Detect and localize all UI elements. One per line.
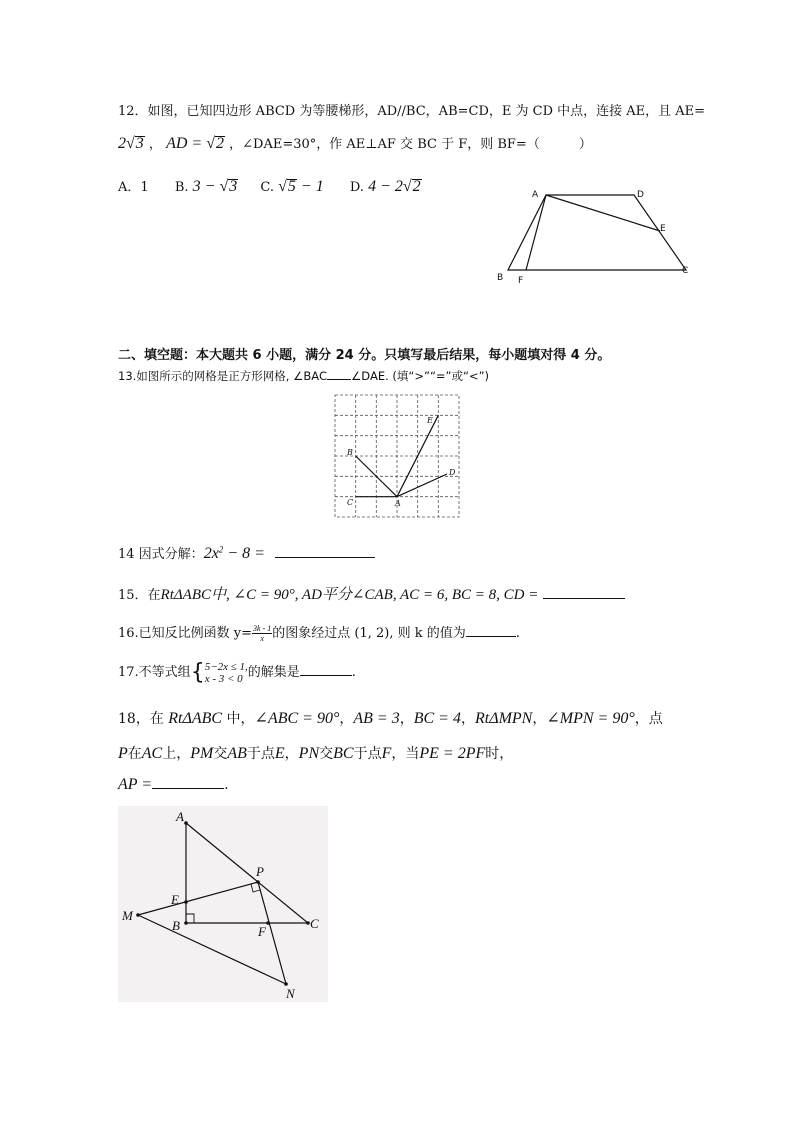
q12-option-b: B. <box>174 180 189 195</box>
q17-text-a: 17.不等式组 <box>118 665 191 680</box>
label-a: A <box>395 499 401 508</box>
q18-l1-d: ∠ABC = 90° <box>254 710 340 727</box>
q18-l2-e: PM <box>190 745 214 762</box>
q13-blank[interactable] <box>327 379 351 380</box>
q18-l1-i: ， <box>460 711 475 727</box>
label-e: E <box>171 892 179 907</box>
q12-stem: 如图，已知四边形 ABCD 为等腰梯形，AD//BC，AB=CD，E 为 CD 中点，连接 AE，且 AE= <box>147 104 706 119</box>
q12-options: A．1 B. 3 − √3 C. √5 − 1 D. 4 − 2√2 <box>118 178 421 195</box>
q18-line2 <box>118 743 513 763</box>
q12-option-b-pre: 3 − <box>192 178 220 195</box>
q18-l1-c: 中， <box>222 711 255 727</box>
q12-option-d: D. <box>349 180 364 195</box>
segment-ae <box>546 195 660 231</box>
label-e: E <box>660 224 666 234</box>
q18-l2-i: E <box>274 745 285 762</box>
q18-l1-g: ， <box>399 711 414 727</box>
q18-l2-o: F <box>381 745 392 762</box>
q12-number: 12． <box>118 104 148 119</box>
q18-l1-a: 18，在 <box>118 711 169 727</box>
q12-rest: ，作 AE⊥AF 交 BC 于 F，则 BF=（ ） <box>316 137 592 152</box>
label-f: F <box>518 276 524 286</box>
q12-ad-rad: 2 <box>215 135 224 152</box>
q18-l2-g: AB <box>227 745 247 762</box>
q18-l1-l: ∠MPN = 90° <box>546 710 635 727</box>
q17-ineq2: x - 3 < 0 <box>204 672 243 685</box>
q18-l3-end: . <box>224 777 229 793</box>
q18-l2-d: 上， <box>162 746 191 762</box>
q16-text-a: 16.已知反比例函数 y= <box>118 626 253 641</box>
q18-l1-e: ， <box>339 711 354 727</box>
q12-ae-coef: 2 <box>118 135 126 152</box>
q14-text: 14 因式分解： <box>118 547 204 562</box>
q16-numerator: 3k - 1 <box>253 624 272 633</box>
q14-line <box>118 543 375 563</box>
figure-background <box>118 806 328 1002</box>
q18-line1 <box>118 708 663 728</box>
q12-option-d-rad: 2 <box>412 178 421 195</box>
q18-l2-l: 交 <box>319 746 334 762</box>
segment-af <box>526 195 546 270</box>
q18-l2-a: P <box>118 745 128 762</box>
q14-tail: − 8 = <box>223 545 265 562</box>
label-a: A <box>176 809 184 824</box>
q18-l2-m: BC <box>333 745 354 762</box>
label-c: C <box>347 498 354 507</box>
label-f: F <box>258 924 266 939</box>
label-m: M <box>122 908 133 923</box>
q12-option-a: A．1 <box>118 180 149 195</box>
q12-option-b-rad: 3 <box>229 178 238 195</box>
label-p: P <box>256 864 264 879</box>
q12-option-c-rad: 5 <box>287 178 296 195</box>
q18-l2-n: 于点 <box>353 746 382 762</box>
q18-l2-p: ，当 <box>391 746 420 762</box>
q18-triangle-figure <box>118 806 328 1002</box>
q18-l2-j: ， <box>284 746 299 762</box>
label-d: D <box>637 190 644 200</box>
q18-l1-k: ， <box>532 711 547 727</box>
q18-l2-h: 于点 <box>246 746 275 762</box>
q14-expr: 2x <box>203 545 219 562</box>
label-d: D <box>449 468 456 477</box>
q17-end: . <box>351 665 356 680</box>
label-b: B <box>497 273 504 283</box>
q12-option-c-post: − 1 <box>296 178 324 195</box>
q12-option-d-pre: 4 − 2 <box>368 178 403 195</box>
q13-text-b: ∠DAE. (填“>”“=”或“<”) <box>351 369 490 383</box>
q17-line <box>118 660 356 685</box>
q16-text-b: 的图象经过点 (1, 2), 则 k 的值为 <box>272 626 466 641</box>
q18-l1-b: RtΔABC <box>168 710 223 727</box>
q12-ae-rad: 3 <box>135 135 144 152</box>
label-n: N <box>286 986 295 1001</box>
q17-text-b: 的解集是 <box>247 665 300 680</box>
q15-text: 15．在 <box>118 588 161 603</box>
q18-l2-b: 在 <box>127 746 142 762</box>
label-c: C <box>682 266 689 276</box>
q18-l1-m: ，点 <box>634 711 663 727</box>
label-c: C <box>310 916 319 931</box>
section-2-heading: 二、填空题：本大题共 6 小题，满分 24 分。只填写最后结果，每小题填对得 4 分。 <box>118 348 611 363</box>
label-b: B <box>172 918 180 933</box>
q12-line1 <box>118 100 705 119</box>
q18-l1-h: BC = 4 <box>413 710 461 727</box>
q12-ad-label: AD = <box>166 135 207 152</box>
q14-sup: 2 <box>218 544 224 555</box>
q13-line <box>118 368 489 384</box>
label-a: A <box>532 190 539 200</box>
q16-blank[interactable] <box>466 636 516 637</box>
q15-line <box>118 583 625 604</box>
q12-option-c: C. <box>260 180 274 195</box>
q17-blank[interactable] <box>300 675 352 676</box>
q16-denominator: x <box>260 634 264 643</box>
q16-line <box>118 622 520 643</box>
q18-l2-r: 时， <box>485 746 514 762</box>
q17-brace: { <box>190 660 205 685</box>
label-b: B <box>347 448 353 457</box>
q18-l1-f: AB = 3 <box>353 710 400 727</box>
q18-l2-f: 交 <box>213 746 228 762</box>
q18-l2-q: PE = 2PF <box>419 745 486 762</box>
label-e: E <box>427 416 433 425</box>
segment-ad <box>397 474 447 497</box>
q17-ineq1: 5−2x ≤ 1, <box>204 660 248 673</box>
q16-end: . <box>515 626 520 641</box>
q12-line2: 2√3 ， AD = √2 ，∠DAE=30°，作 AE⊥AF 交 BC 于 F，则 BF=（ ） <box>118 135 592 152</box>
q18-blank[interactable] <box>152 788 224 789</box>
q15-blank[interactable] <box>543 598 625 599</box>
q13-text-a: 13.如图所示的网格是正方形网格, ∠BAC <box>118 369 327 383</box>
q15-expr: RtΔABC中, ∠C = 90°, AD平分∠CAB, AC = 6, BC = 8, CD = <box>160 587 539 603</box>
q12-trapezoid-figure <box>490 183 700 288</box>
q18-l3: AP = <box>118 776 153 793</box>
q18-line3 <box>118 776 229 794</box>
q18-l2-k: PN <box>298 745 320 762</box>
q14-blank[interactable] <box>275 557 375 558</box>
q13-grid-figure <box>333 393 461 519</box>
q18-l2-c: AC <box>141 745 163 762</box>
q12-angle: ∠DAE=30° <box>242 137 317 152</box>
q18-l1-j: RtΔMPN <box>474 710 533 727</box>
